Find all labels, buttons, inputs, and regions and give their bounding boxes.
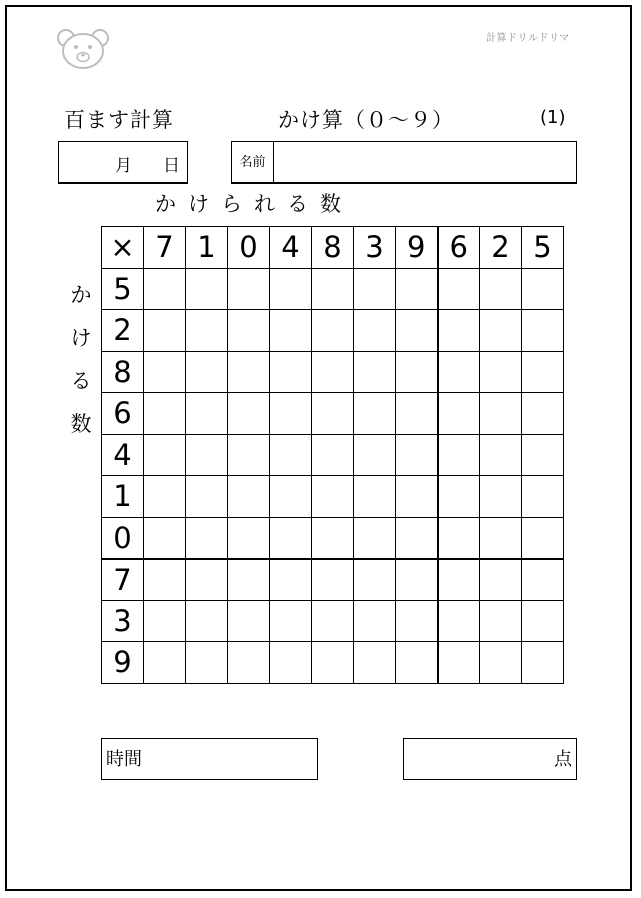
row-header-char: る (70, 369, 92, 393)
answer-cell[interactable] (228, 600, 270, 642)
answer-cell[interactable] (480, 559, 522, 601)
answer-cell[interactable] (522, 642, 564, 684)
column-header-label: かけられる数 (155, 192, 353, 216)
top-number-cell: 5 (522, 227, 564, 269)
answer-cell[interactable] (312, 642, 354, 684)
answer-cell[interactable] (438, 476, 480, 518)
left-number-cell: 0 (102, 517, 144, 559)
answer-cell[interactable] (438, 434, 480, 476)
answer-cell[interactable] (228, 517, 270, 559)
answer-cell[interactable] (480, 434, 522, 476)
answer-cell[interactable] (480, 476, 522, 518)
answer-cell[interactable] (312, 268, 354, 310)
answer-cell[interactable] (354, 434, 396, 476)
answer-cell[interactable] (480, 642, 522, 684)
answer-cell[interactable] (312, 559, 354, 601)
answer-cell[interactable] (438, 393, 480, 435)
answer-cell[interactable] (396, 517, 438, 559)
answer-cell[interactable] (270, 310, 312, 352)
grid-row (102, 310, 564, 352)
answer-cell[interactable] (186, 642, 228, 684)
answer-cell[interactable] (396, 600, 438, 642)
answer-cell[interactable] (522, 268, 564, 310)
answer-cell[interactable] (270, 600, 312, 642)
answer-cell[interactable] (228, 476, 270, 518)
top-number-cell: 6 (438, 227, 480, 269)
answer-cell[interactable] (270, 476, 312, 518)
answer-cell[interactable] (354, 600, 396, 642)
answer-cell[interactable] (480, 310, 522, 352)
top-number-cell: 4 (270, 227, 312, 269)
answer-cell[interactable] (522, 393, 564, 435)
left-number-cell: 1 (102, 476, 144, 518)
grid-header-row (102, 227, 564, 269)
answer-cell[interactable] (312, 393, 354, 435)
left-number-cell: 8 (102, 351, 144, 393)
top-number-cell: 8 (312, 227, 354, 269)
top-number-cell: 1 (186, 227, 228, 269)
answer-cell[interactable] (522, 434, 564, 476)
answer-cell[interactable] (438, 351, 480, 393)
answer-cell[interactable] (438, 642, 480, 684)
brand-name: 計算ドリルドリマ (486, 33, 570, 44)
month-label: 月 (115, 156, 132, 176)
answer-cell[interactable] (186, 517, 228, 559)
answer-cell[interactable] (354, 642, 396, 684)
answer-cell[interactable] (438, 600, 480, 642)
top-number-cell: 9 (396, 227, 438, 269)
answer-cell[interactable] (480, 600, 522, 642)
row-header-char: け (70, 326, 92, 350)
answer-cell[interactable] (396, 559, 438, 601)
answer-cell[interactable] (144, 310, 186, 352)
answer-cell[interactable] (270, 268, 312, 310)
row-header-char: か (70, 283, 92, 307)
answer-cell[interactable] (354, 351, 396, 393)
answer-cell[interactable] (228, 268, 270, 310)
answer-cell[interactable] (480, 351, 522, 393)
answer-cell[interactable] (228, 642, 270, 684)
answer-cell[interactable] (144, 642, 186, 684)
operator-cell: × (102, 227, 144, 269)
worksheet-subtitle: かけ算（０～９） (278, 108, 454, 132)
time-field[interactable] (101, 738, 318, 780)
left-number-cell: 5 (102, 268, 144, 310)
answer-cell[interactable] (396, 393, 438, 435)
answer-cell[interactable] (270, 517, 312, 559)
answer-cell[interactable] (438, 559, 480, 601)
answer-cell[interactable] (144, 351, 186, 393)
answer-cell[interactable] (186, 434, 228, 476)
top-number-cell: 7 (144, 227, 186, 269)
answer-cell[interactable] (270, 642, 312, 684)
answer-cell[interactable] (522, 559, 564, 601)
answer-cell[interactable] (354, 310, 396, 352)
answer-cell[interactable] (522, 476, 564, 518)
left-number-cell: 7 (102, 559, 144, 601)
answer-cell[interactable] (144, 600, 186, 642)
date-field[interactable] (58, 141, 188, 184)
answer-cell[interactable] (144, 517, 186, 559)
answer-cell[interactable] (354, 268, 396, 310)
grid-row (102, 642, 564, 684)
name-label: 名前 (232, 142, 274, 183)
answer-cell[interactable] (312, 476, 354, 518)
answer-cell[interactable] (186, 393, 228, 435)
row-header-label (67, 274, 95, 446)
answer-cell[interactable] (186, 351, 228, 393)
answer-cell[interactable] (396, 351, 438, 393)
answer-cell[interactable] (186, 476, 228, 518)
answer-cell[interactable] (312, 434, 354, 476)
answer-cell[interactable] (228, 351, 270, 393)
answer-cell[interactable] (438, 517, 480, 559)
answer-cell[interactable] (312, 600, 354, 642)
answer-cell[interactable] (228, 559, 270, 601)
answer-cell[interactable] (480, 268, 522, 310)
answer-cell[interactable] (522, 600, 564, 642)
top-number-cell: 3 (354, 227, 396, 269)
left-number-cell: 3 (102, 600, 144, 642)
answer-cell[interactable] (228, 393, 270, 435)
answer-cell[interactable] (144, 434, 186, 476)
sheet-number: (1) (540, 107, 566, 128)
time-label: 時間 (106, 749, 142, 770)
left-number-cell: 4 (102, 434, 144, 476)
answer-cell[interactable] (270, 351, 312, 393)
grid-row (102, 517, 564, 559)
answer-cell[interactable] (354, 517, 396, 559)
worksheet-title: 百ます計算 (64, 108, 174, 132)
grid-row (102, 268, 564, 310)
answer-cell[interactable] (522, 517, 564, 559)
answer-cell[interactable] (354, 559, 396, 601)
answer-cell[interactable] (186, 600, 228, 642)
grid-row (102, 393, 564, 435)
answer-cell[interactable] (396, 434, 438, 476)
top-number-cell: 2 (480, 227, 522, 269)
answer-cell[interactable] (522, 310, 564, 352)
answer-cell[interactable] (228, 310, 270, 352)
hundred-square-grid (101, 226, 564, 684)
answer-cell[interactable] (396, 476, 438, 518)
grid-row (102, 600, 564, 642)
answer-cell[interactable] (522, 351, 564, 393)
answer-cell[interactable] (480, 393, 522, 435)
answer-cell[interactable] (312, 517, 354, 559)
answer-cell[interactable] (186, 559, 228, 601)
answer-cell[interactable] (396, 268, 438, 310)
grid-row (102, 434, 564, 476)
grid-row (102, 559, 564, 601)
answer-cell[interactable] (144, 476, 186, 518)
answer-cell[interactable] (270, 559, 312, 601)
answer-cell[interactable] (438, 310, 480, 352)
answer-cell[interactable] (144, 393, 186, 435)
answer-cell[interactable] (396, 310, 438, 352)
name-field[interactable] (231, 141, 577, 184)
answer-cell[interactable] (186, 268, 228, 310)
answer-cell[interactable] (144, 268, 186, 310)
grid-row (102, 476, 564, 518)
answer-cell[interactable] (144, 559, 186, 601)
top-number-cell: 0 (228, 227, 270, 269)
left-number-cell: 6 (102, 393, 144, 435)
score-label: 点 (554, 749, 572, 770)
answer-cell[interactable] (354, 393, 396, 435)
answer-cell[interactable] (312, 351, 354, 393)
answer-cell[interactable] (270, 434, 312, 476)
grid-row (102, 351, 564, 393)
score-field[interactable] (403, 738, 577, 780)
answer-cell[interactable] (228, 434, 270, 476)
left-number-cell: 9 (102, 642, 144, 684)
left-number-cell: 2 (102, 310, 144, 352)
bear-face-icon (55, 27, 111, 71)
answer-cell[interactable] (438, 268, 480, 310)
answer-cell[interactable] (396, 642, 438, 684)
day-label: 日 (163, 156, 180, 176)
answer-cell[interactable] (354, 476, 396, 518)
answer-cell[interactable] (480, 517, 522, 559)
row-header-char: 数 (70, 412, 92, 436)
answer-cell[interactable] (186, 310, 228, 352)
answer-cell[interactable] (270, 393, 312, 435)
answer-cell[interactable] (312, 310, 354, 352)
